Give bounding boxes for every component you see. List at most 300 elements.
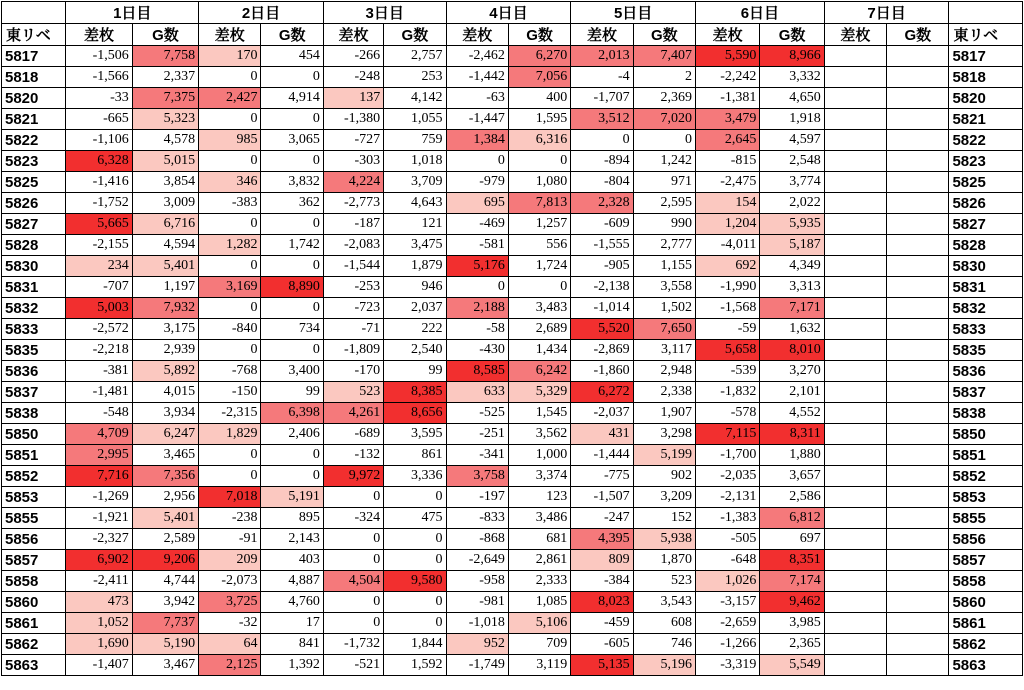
- diff-cell: -727: [323, 130, 383, 151]
- games-cell: 7,813: [508, 193, 570, 214]
- games-cell: 7,650: [633, 319, 695, 340]
- games-cell: [887, 508, 949, 529]
- machine-number: 5858: [2, 571, 66, 592]
- diff-cell: -3,157: [695, 592, 759, 613]
- machine-number-right: 5820: [949, 88, 1023, 109]
- games-cell: 523: [633, 571, 695, 592]
- diff-cell: [824, 256, 886, 277]
- diff-cell: [824, 466, 886, 487]
- table-row: [2, 508, 1023, 529]
- games-cell: 5,015: [132, 151, 198, 172]
- games-cell: 3,209: [633, 487, 695, 508]
- table-row: [2, 529, 1023, 550]
- diff-cell: 523: [323, 382, 383, 403]
- diff-cell: -775: [571, 466, 633, 487]
- machine-number-right: 5857: [949, 550, 1023, 571]
- games-cell: 3,336: [384, 466, 446, 487]
- diff-cell: -2,131: [695, 487, 759, 508]
- games-cell: 3,332: [760, 67, 824, 88]
- diff-cell: -1,266: [695, 634, 759, 655]
- diff-cell: [824, 613, 886, 634]
- games-cell: 2,365: [760, 634, 824, 655]
- diff-cell: -2,073: [199, 571, 261, 592]
- games-header: G数: [887, 24, 949, 46]
- games-cell: 3,119: [508, 655, 570, 676]
- diff-cell: 0: [199, 466, 261, 487]
- games-cell: 403: [261, 550, 323, 571]
- diff-cell: 4,504: [323, 571, 383, 592]
- games-cell: 3,562: [508, 424, 570, 445]
- machine-number: 5860: [2, 592, 66, 613]
- machine-number-right: 5855: [949, 508, 1023, 529]
- diff-cell: 5,176: [446, 256, 508, 277]
- games-cell: [887, 361, 949, 382]
- games-cell: 861: [384, 445, 446, 466]
- diff-cell: 2,328: [571, 193, 633, 214]
- machine-number-right: 5833: [949, 319, 1023, 340]
- machine-number-right: 5823: [949, 151, 1023, 172]
- diff-cell: 7,018: [199, 487, 261, 508]
- games-cell: 2,369: [633, 88, 695, 109]
- diff-cell: 6,902: [66, 550, 132, 571]
- games-cell: 759: [384, 130, 446, 151]
- games-cell: 2,406: [261, 424, 323, 445]
- diff-cell: -1,732: [323, 634, 383, 655]
- games-cell: 1,742: [261, 235, 323, 256]
- diff-cell: [824, 508, 886, 529]
- diff-cell: -768: [199, 361, 261, 382]
- table-row: [2, 235, 1023, 256]
- games-cell: 2,037: [384, 298, 446, 319]
- diff-cell: 2,427: [199, 88, 261, 109]
- games-cell: 6,316: [508, 130, 570, 151]
- day-header-2: 2日目: [199, 2, 324, 24]
- diff-cell: -1,444: [571, 445, 633, 466]
- games-cell: 1,085: [508, 592, 570, 613]
- diff-cell: 2,013: [571, 46, 633, 67]
- machine-number: 5833: [2, 319, 66, 340]
- diff-cell: -605: [571, 634, 633, 655]
- diff-cell: -1,383: [695, 508, 759, 529]
- diff-header: 差枚: [695, 24, 759, 46]
- diff-cell: 0: [323, 613, 383, 634]
- diff-cell: -1,506: [66, 46, 132, 67]
- diff-cell: 2,125: [199, 655, 261, 676]
- diff-cell: -4: [571, 67, 633, 88]
- diff-cell: [824, 214, 886, 235]
- diff-cell: -1,809: [323, 340, 383, 361]
- games-cell: [887, 277, 949, 298]
- games-cell: 2,022: [760, 193, 824, 214]
- diff-cell: -2,475: [695, 172, 759, 193]
- diff-cell: -58: [446, 319, 508, 340]
- games-cell: 8,311: [760, 424, 824, 445]
- diff-cell: -2,869: [571, 340, 633, 361]
- games-cell: [887, 109, 949, 130]
- games-cell: 7,932: [132, 298, 198, 319]
- machine-column-header: 東リベ: [2, 24, 66, 46]
- table-row: [2, 109, 1023, 130]
- games-cell: 0: [384, 487, 446, 508]
- games-cell: 2,589: [132, 529, 198, 550]
- games-cell: 2,956: [132, 487, 198, 508]
- diff-cell: 1,690: [66, 634, 132, 655]
- machine-number: 5862: [2, 634, 66, 655]
- machine-number-right: 5838: [949, 403, 1023, 424]
- machine-number: 5837: [2, 382, 66, 403]
- games-cell: [887, 466, 949, 487]
- diff-cell: 6,328: [66, 151, 132, 172]
- diff-cell: [824, 424, 886, 445]
- diff-cell: -2,327: [66, 529, 132, 550]
- day-header-6: 6日目: [695, 2, 824, 24]
- games-cell: [887, 88, 949, 109]
- games-cell: 8,966: [760, 46, 824, 67]
- diff-cell: 431: [571, 424, 633, 445]
- games-header: G数: [384, 24, 446, 46]
- diff-cell: -3,319: [695, 655, 759, 676]
- machine-number-right: 5862: [949, 634, 1023, 655]
- table-row: [2, 67, 1023, 88]
- games-cell: 1,879: [384, 256, 446, 277]
- machine-number-right: 5863: [949, 655, 1023, 676]
- diff-cell: 0: [323, 487, 383, 508]
- diff-cell: [824, 361, 886, 382]
- games-cell: 1,257: [508, 214, 570, 235]
- diff-cell: -707: [66, 277, 132, 298]
- games-header: G数: [633, 24, 695, 46]
- games-cell: [887, 214, 949, 235]
- games-cell: [887, 193, 949, 214]
- games-cell: 1,907: [633, 403, 695, 424]
- games-cell: 4,650: [760, 88, 824, 109]
- games-cell: 5,549: [760, 655, 824, 676]
- games-cell: 3,313: [760, 277, 824, 298]
- games-cell: 3,467: [132, 655, 198, 676]
- games-cell: 0: [261, 466, 323, 487]
- games-cell: 3,832: [261, 172, 323, 193]
- games-cell: 17: [261, 613, 323, 634]
- games-cell: 0: [384, 529, 446, 550]
- games-cell: [887, 571, 949, 592]
- diff-cell: -2,218: [66, 340, 132, 361]
- diff-cell: [824, 550, 886, 571]
- games-cell: 3,595: [384, 424, 446, 445]
- games-cell: 971: [633, 172, 695, 193]
- diff-cell: -63: [446, 88, 508, 109]
- diff-cell: -905: [571, 256, 633, 277]
- games-cell: 5,191: [261, 487, 323, 508]
- diff-cell: 0: [199, 67, 261, 88]
- games-cell: 454: [261, 46, 323, 67]
- games-cell: 7,758: [132, 46, 198, 67]
- diff-cell: -1,014: [571, 298, 633, 319]
- diff-cell: -2,572: [66, 319, 132, 340]
- machine-number-right: 5835: [949, 340, 1023, 361]
- diff-cell: -815: [695, 151, 759, 172]
- diff-cell: -32: [199, 613, 261, 634]
- machine-number: 5831: [2, 277, 66, 298]
- diff-cell: -1,921: [66, 508, 132, 529]
- games-cell: 4,594: [132, 235, 198, 256]
- games-cell: 3,985: [760, 613, 824, 634]
- diff-cell: [824, 172, 886, 193]
- diff-cell: 64: [199, 634, 261, 655]
- games-cell: 8,385: [384, 382, 446, 403]
- diff-cell: [824, 571, 886, 592]
- games-cell: 1,592: [384, 655, 446, 676]
- diff-cell: -384: [571, 571, 633, 592]
- machine-number-right: 5832: [949, 298, 1023, 319]
- games-cell: 4,914: [261, 88, 323, 109]
- games-cell: 3,774: [760, 172, 824, 193]
- games-cell: 556: [508, 235, 570, 256]
- diff-cell: -247: [571, 508, 633, 529]
- corner-cell-right: [949, 2, 1023, 24]
- diff-cell: -459: [571, 613, 633, 634]
- diff-cell: -804: [571, 172, 633, 193]
- diff-cell: 3,758: [446, 466, 508, 487]
- machine-number: 5836: [2, 361, 66, 382]
- diff-cell: -197: [446, 487, 508, 508]
- diff-cell: -1,568: [695, 298, 759, 319]
- games-cell: 3,065: [261, 130, 323, 151]
- diff-cell: 473: [66, 592, 132, 613]
- games-cell: [887, 298, 949, 319]
- diff-cell: 0: [446, 151, 508, 172]
- games-cell: 3,400: [261, 361, 323, 382]
- diff-cell: -1,707: [571, 88, 633, 109]
- diff-cell: -1,380: [323, 109, 383, 130]
- diff-cell: -2,138: [571, 277, 633, 298]
- diff-cell: [824, 634, 886, 655]
- diff-cell: [824, 298, 886, 319]
- diff-cell: 952: [446, 634, 508, 655]
- games-cell: 6,398: [261, 403, 323, 424]
- diff-cell: -238: [199, 508, 261, 529]
- games-cell: 5,329: [508, 382, 570, 403]
- diff-cell: -2,037: [571, 403, 633, 424]
- diff-cell: -578: [695, 403, 759, 424]
- machine-number: 5852: [2, 466, 66, 487]
- games-cell: 222: [384, 319, 446, 340]
- games-cell: 2,689: [508, 319, 570, 340]
- diff-cell: -2,315: [199, 403, 261, 424]
- machine-number: 5851: [2, 445, 66, 466]
- games-header: G数: [261, 24, 323, 46]
- diff-cell: [824, 235, 886, 256]
- diff-cell: -248: [323, 67, 383, 88]
- diff-cell: -2,155: [66, 235, 132, 256]
- games-cell: 4,744: [132, 571, 198, 592]
- games-cell: [887, 634, 949, 655]
- diff-cell: -33: [66, 88, 132, 109]
- day-header-5: 5日目: [571, 2, 696, 24]
- games-cell: 3,475: [384, 235, 446, 256]
- games-cell: 1,545: [508, 403, 570, 424]
- machine-number: 5855: [2, 508, 66, 529]
- games-cell: 99: [261, 382, 323, 403]
- diff-cell: -1,106: [66, 130, 132, 151]
- games-cell: [887, 592, 949, 613]
- machine-number: 5818: [2, 67, 66, 88]
- games-cell: 3,543: [633, 592, 695, 613]
- diff-cell: 5,665: [66, 214, 132, 235]
- games-cell: 253: [384, 67, 446, 88]
- diff-cell: 5,590: [695, 46, 759, 67]
- machine-number: 5835: [2, 340, 66, 361]
- diff-cell: 985: [199, 130, 261, 151]
- games-cell: 7,356: [132, 466, 198, 487]
- games-cell: 6,270: [508, 46, 570, 67]
- games-cell: 7,737: [132, 613, 198, 634]
- diff-cell: -4,011: [695, 235, 759, 256]
- games-cell: 2,948: [633, 361, 695, 382]
- diff-cell: 4,395: [571, 529, 633, 550]
- diff-cell: 1,026: [695, 571, 759, 592]
- diff-cell: -383: [199, 193, 261, 214]
- games-cell: 3,009: [132, 193, 198, 214]
- games-cell: 4,760: [261, 592, 323, 613]
- games-cell: 121: [384, 214, 446, 235]
- diff-cell: 7,115: [695, 424, 759, 445]
- games-cell: 3,117: [633, 340, 695, 361]
- diff-cell: 809: [571, 550, 633, 571]
- games-cell: 2,101: [760, 382, 824, 403]
- diff-cell: 0: [323, 550, 383, 571]
- games-cell: 9,462: [760, 592, 824, 613]
- machine-number: 5817: [2, 46, 66, 67]
- diff-cell: 0: [199, 151, 261, 172]
- diff-cell: -723: [323, 298, 383, 319]
- diff-cell: -894: [571, 151, 633, 172]
- machine-number-right: 5856: [949, 529, 1023, 550]
- diff-cell: 1,829: [199, 424, 261, 445]
- diff-cell: 137: [323, 88, 383, 109]
- diff-cell: 154: [695, 193, 759, 214]
- games-header: G数: [760, 24, 824, 46]
- games-cell: [887, 445, 949, 466]
- games-cell: 2,143: [261, 529, 323, 550]
- diff-cell: -521: [323, 655, 383, 676]
- games-cell: 7,020: [633, 109, 695, 130]
- diff-header: 差枚: [323, 24, 383, 46]
- games-cell: 152: [633, 508, 695, 529]
- machine-number: 5828: [2, 235, 66, 256]
- diff-cell: -2,242: [695, 67, 759, 88]
- diff-cell: -324: [323, 508, 383, 529]
- day-header-7: 7日目: [824, 2, 949, 24]
- games-cell: 1,502: [633, 298, 695, 319]
- machine-number-right: 5831: [949, 277, 1023, 298]
- games-cell: 2,861: [508, 550, 570, 571]
- diff-cell: 0: [199, 340, 261, 361]
- table-row: [2, 193, 1023, 214]
- games-cell: 5,938: [633, 529, 695, 550]
- diff-cell: 1,052: [66, 613, 132, 634]
- games-cell: 2,337: [132, 67, 198, 88]
- games-cell: 6,812: [760, 508, 824, 529]
- games-cell: 1,055: [384, 109, 446, 130]
- machine-number: 5832: [2, 298, 66, 319]
- machine-number-right: 5853: [949, 487, 1023, 508]
- games-cell: 2,338: [633, 382, 695, 403]
- games-cell: 5,892: [132, 361, 198, 382]
- diff-cell: 2,645: [695, 130, 759, 151]
- games-cell: 2,777: [633, 235, 695, 256]
- diff-cell: -2,649: [446, 550, 508, 571]
- games-cell: 0: [384, 613, 446, 634]
- table-row: [2, 655, 1023, 676]
- games-cell: 0: [261, 298, 323, 319]
- games-cell: 8,351: [760, 550, 824, 571]
- diff-cell: [824, 109, 886, 130]
- games-cell: 5,106: [508, 613, 570, 634]
- machine-number-right: 5821: [949, 109, 1023, 130]
- diff-cell: -1,832: [695, 382, 759, 403]
- games-cell: [887, 67, 949, 88]
- diff-cell: -1,018: [446, 613, 508, 634]
- games-cell: 5,190: [132, 634, 198, 655]
- machine-number-right: 5825: [949, 172, 1023, 193]
- diff-cell: 0: [199, 214, 261, 235]
- games-cell: 1,595: [508, 109, 570, 130]
- games-cell: [887, 340, 949, 361]
- diff-cell: 5,003: [66, 298, 132, 319]
- diff-cell: -303: [323, 151, 383, 172]
- machine-column-header-right: 東リベ: [949, 24, 1023, 46]
- machine-number: 5856: [2, 529, 66, 550]
- games-cell: 6,247: [132, 424, 198, 445]
- diff-cell: -979: [446, 172, 508, 193]
- games-cell: 734: [261, 319, 323, 340]
- games-cell: 8,890: [261, 277, 323, 298]
- corner-cell: [2, 2, 66, 24]
- games-cell: 946: [384, 277, 446, 298]
- data-table: [1, 1, 1023, 676]
- games-cell: 1,155: [633, 256, 695, 277]
- games-cell: [887, 403, 949, 424]
- diff-cell: 170: [199, 46, 261, 67]
- diff-header: 差枚: [199, 24, 261, 46]
- machine-number: 5838: [2, 403, 66, 424]
- games-cell: 0: [261, 256, 323, 277]
- diff-cell: -525: [446, 403, 508, 424]
- diff-cell: -187: [323, 214, 383, 235]
- machine-number: 5857: [2, 550, 66, 571]
- diff-cell: [824, 151, 886, 172]
- games-cell: 7,171: [760, 298, 824, 319]
- day-header-row: [2, 2, 1023, 24]
- games-cell: 3,465: [132, 445, 198, 466]
- games-cell: [887, 382, 949, 403]
- diff-cell: [824, 46, 886, 67]
- games-cell: 5,323: [132, 109, 198, 130]
- machine-number: 5830: [2, 256, 66, 277]
- table-row: [2, 571, 1023, 592]
- diff-cell: 9,972: [323, 466, 383, 487]
- diff-cell: 0: [199, 445, 261, 466]
- games-cell: 7,056: [508, 67, 570, 88]
- games-cell: [887, 319, 949, 340]
- games-cell: 9,580: [384, 571, 446, 592]
- diff-cell: -548: [66, 403, 132, 424]
- machine-number-right: 5851: [949, 445, 1023, 466]
- games-cell: 1,197: [132, 277, 198, 298]
- diff-cell: -1,507: [571, 487, 633, 508]
- machine-number: 5823: [2, 151, 66, 172]
- games-cell: 4,578: [132, 130, 198, 151]
